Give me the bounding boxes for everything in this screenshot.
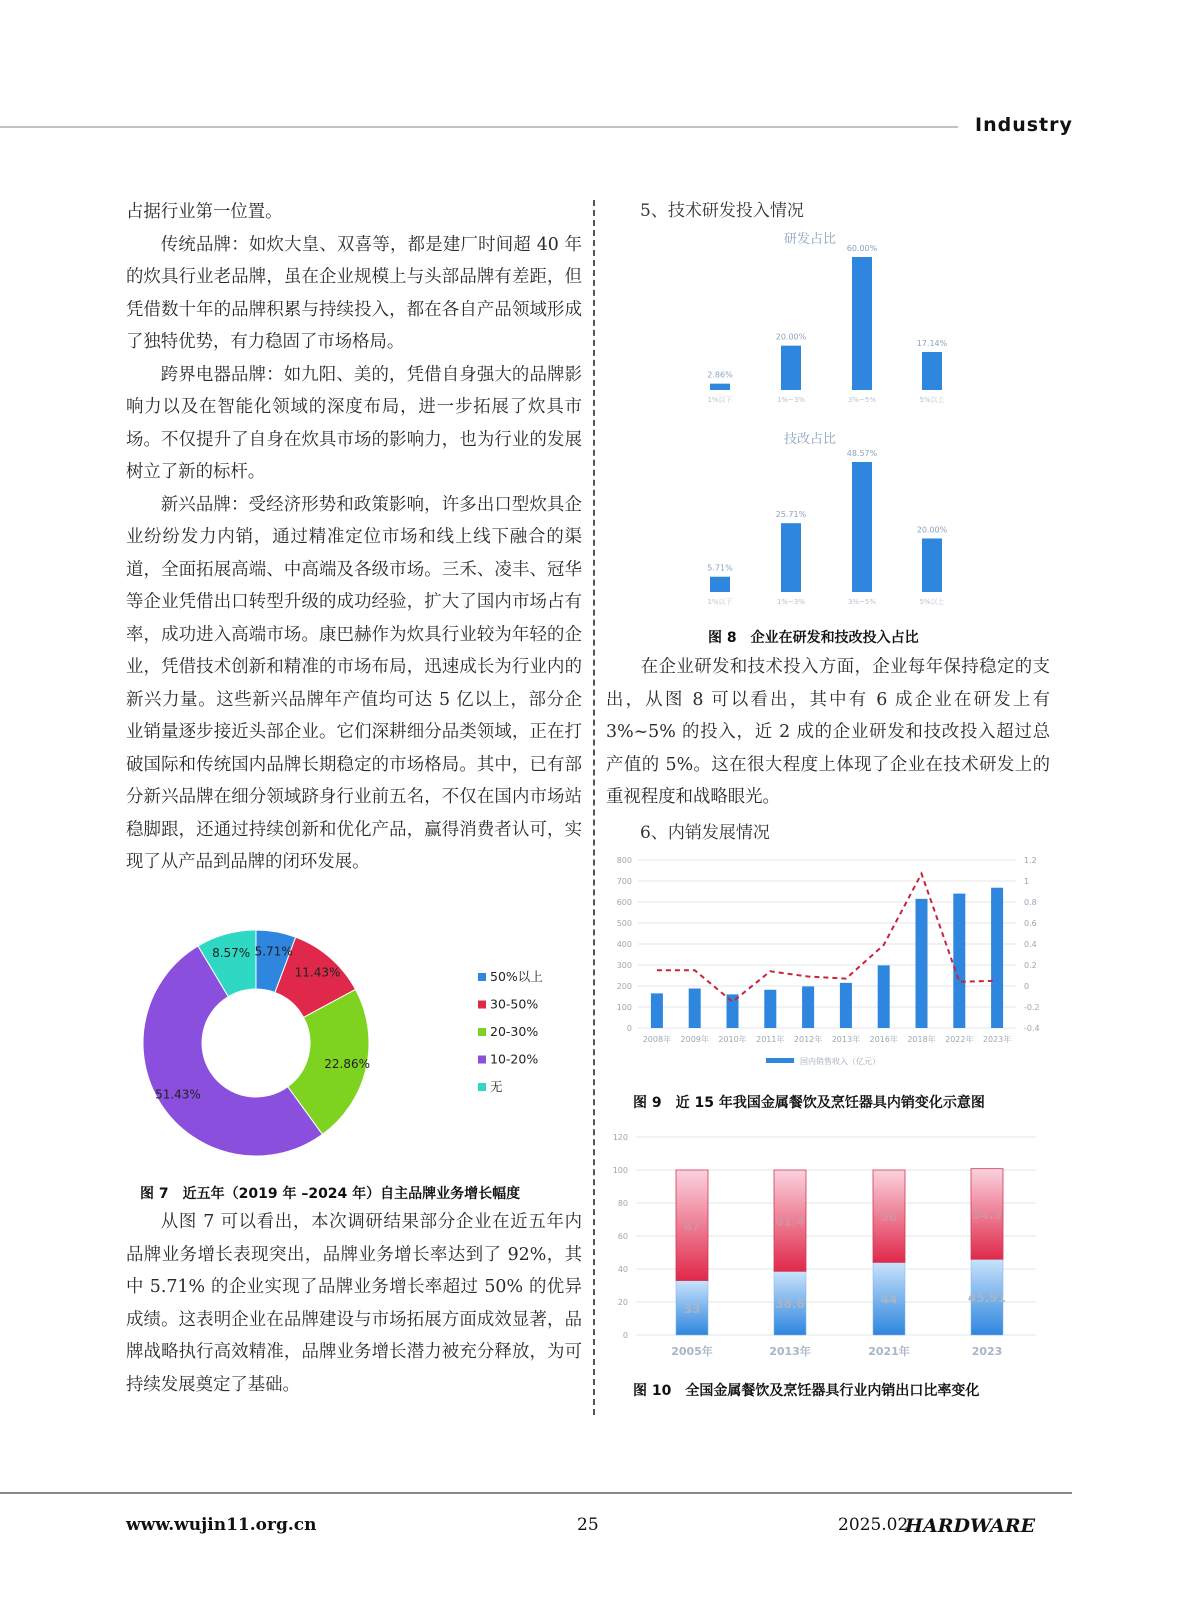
fig7-caption: 图 7 近五年（2019 年 –2024 年）自主品牌业务增长幅度	[140, 1186, 521, 1202]
x-tick-label: 2023	[971, 1345, 1003, 1358]
x-tick-label: 2005年	[671, 1345, 713, 1358]
bar-value-label: 67	[683, 1219, 701, 1234]
bar-value-label: 33	[683, 1301, 701, 1316]
bar	[802, 986, 814, 1028]
legend-swatch	[478, 1083, 486, 1091]
y-tick: 20	[617, 1298, 628, 1307]
bar-value-label: 60.00%	[846, 244, 878, 253]
fig8a-chart	[680, 225, 980, 410]
x-tick-label: 1%~3%	[776, 598, 806, 606]
fig9-caption: 图 9 近 15 年我国金属餐饮及烹饪器具内销变化示意图	[633, 1095, 985, 1111]
x-tick-label: 2021年	[868, 1345, 910, 1358]
section6-title: 6、内销发展情况	[640, 823, 770, 843]
legend-swatch	[478, 973, 486, 981]
fig7-discussion	[126, 1206, 582, 1401]
y-right-tick: 0.8	[1024, 898, 1037, 907]
y-right-tick: 0.6	[1024, 919, 1037, 928]
y-right-tick: -0.4	[1024, 1024, 1040, 1033]
y-tick: 100	[612, 1166, 628, 1175]
x-tick-label: 5%以上	[919, 598, 945, 606]
section5-title: 5、技术研发投入情况	[640, 201, 804, 221]
header-rule	[0, 126, 958, 128]
x-tick-label: 2010年	[718, 1035, 747, 1044]
paragraph-crossover: 跨界电器品牌：如九阳、美的，凭借自身强大的品牌影响力以及在智能化领域的深度布局，进一步拓展了炊具市场。不仅提升了自身在炊具市场的影响力，也为行业的发展树立了新的标杆。	[126, 364, 582, 482]
y-left-tick: 100	[616, 1003, 632, 1012]
x-tick-label: 2008年	[642, 1035, 672, 1044]
bar-value-label: 61.4	[775, 1214, 805, 1229]
y-right-tick: 0.2	[1024, 961, 1037, 970]
bar-value-label: 2.86%	[707, 370, 733, 380]
bar	[953, 894, 965, 1028]
bar-value-label: 56	[880, 1210, 898, 1225]
x-tick-label: 2013年	[831, 1035, 861, 1044]
bar	[916, 899, 928, 1028]
fig10-chart	[606, 1127, 1050, 1367]
y-tick: 60	[617, 1232, 628, 1241]
bar-value-label: 25.71%	[775, 510, 807, 520]
y-right-tick: -0.2	[1024, 1003, 1040, 1012]
legend-label: 20-30%	[490, 1024, 539, 1039]
y-left-tick: 0	[626, 1024, 632, 1033]
fig9-chart	[606, 848, 1050, 1083]
y-left-tick: 300	[616, 961, 632, 970]
legend-swatch	[766, 1058, 794, 1063]
x-tick-label: 2016年	[869, 1035, 898, 1044]
legend-label: 50%以上	[490, 969, 543, 984]
bar	[651, 993, 663, 1028]
y-tick: 120	[612, 1133, 628, 1142]
y-left-tick: 500	[616, 919, 632, 928]
x-tick-label: 2012年	[793, 1035, 823, 1044]
y-tick: 0	[622, 1331, 628, 1340]
bar	[764, 990, 776, 1028]
bar	[991, 888, 1003, 1028]
footer-page-number: 25	[577, 1515, 599, 1535]
bar	[922, 538, 942, 592]
x-tick-label: 2009年	[680, 1035, 709, 1044]
fig8-discussion	[606, 651, 1050, 814]
bar-value-label: 44	[880, 1292, 898, 1307]
paragraph-emerging: 新兴品牌：受经济形势和政策影响，许多出口型炊具企业纷纷发力内销，通过精准定位市场和线上线下融合的渠道，全面拓展高端、中高端及各级市场。三禾、凌丰、冠华等企业凭借出口转型升级的成功经验，扩大了国内市场占有率，成功进入高端市场。康巴赫作为炊具行业较为年轻的企业，凭借技术创新和精准的市场布局，迅速成长为行业内的新兴力量。这些新兴品牌年产值均可达 5 亿以上，部分企业销量逐步接近头部企业。它们深耕细分品类领域，正在打破国际和传统国内品牌长期稳定的市场格局。其中，已有部分新兴品牌在细分领域跻身行业前五名，不仅在国内市场站稳脚跟，还通过持续创新和优化产品，赢得消费者认可，实现了从产品到品牌的闭环发展。	[126, 494, 582, 872]
y-right-tick: 0	[1024, 982, 1030, 991]
legend-label: 国内销售收入（亿元）	[800, 1057, 880, 1066]
legend-label: 无	[490, 1079, 503, 1094]
chart-title: 技改占比	[783, 432, 837, 447]
bar-value-label: 5.71%	[707, 563, 733, 573]
y-left-tick: 700	[616, 877, 632, 886]
donut-data-label: 22.86%	[324, 1056, 371, 1071]
fig8-caption: 图 8 企业在研发和技改投入占比	[708, 630, 919, 646]
x-tick-label: 2023年	[982, 1035, 1012, 1044]
y-right-tick: 1.2	[1024, 856, 1037, 865]
bar-value-label: 17.14%	[916, 339, 948, 349]
paragraph-traditional: 传统品牌：如炊大皇、双喜等，都是建厂时间超 40 年的炊具行业老品牌，虽在企业规模上与头部品牌有差距，但凭借数十年的品牌积累与持续投入，都在各自产品领域形成了独特优势，有力稳固了市场格局。	[126, 234, 582, 352]
section-name: Industry	[975, 114, 1073, 136]
y-right-tick: 0.4	[1024, 940, 1037, 949]
donut-data-label: 8.57%	[212, 945, 251, 960]
bar-value-label: 45.91	[968, 1291, 1006, 1306]
paragraph-fig8: 在企业研发和技术投入方面，企业每年保持稳定的支出，从图 8 可以看出，其中有 6 成企业在研发上有 3%~5% 的投入，近 2 成的企业研发和技改投入超过总产值的 5%。这在很大程度上体现了企业在技术研发上的重视程度和战略眼光。	[606, 657, 1050, 807]
paragraph-fig7: 从图 7 可以看出，本次调研结果部分企业在近五年内品牌业务增长表现突出，品牌业务增长率达到了 92%，其中 5.71% 的企业实现了品牌业务增长率超过 50% 的优异成绩。这表明企业在品牌建设与市场拓展方面成效显著，品牌战略执行高效精准，品牌业务增长潜力被充分释放，为可持续发展奠定了基础。	[126, 1212, 582, 1395]
donut-data-label: 11.43%	[294, 965, 341, 980]
y-left-tick: 600	[616, 898, 632, 907]
paragraph-intro: 占据行业第一位置。	[126, 202, 283, 222]
x-tick-label: 5%以上	[919, 396, 945, 404]
donut-data-label: 51.43%	[155, 1087, 201, 1102]
footer-magazine: HARDWARE	[905, 1515, 1036, 1537]
bar	[781, 523, 801, 592]
legend-label: 10-20%	[490, 1051, 539, 1067]
column-divider	[593, 200, 595, 1415]
bar	[781, 346, 801, 390]
bar-value-label: 54.9	[972, 1207, 1002, 1222]
x-tick-label: 1%以下	[707, 598, 733, 606]
y-left-tick: 400	[616, 940, 632, 949]
bar-value-label: 48.57%	[846, 449, 878, 458]
y-left-tick: 800	[616, 856, 632, 865]
x-tick-label: 3%~5%	[847, 396, 877, 404]
x-tick-label: 1%~3%	[776, 396, 806, 404]
bar	[710, 384, 730, 390]
legend-swatch	[478, 1028, 486, 1036]
bar-value-label: 38.6	[775, 1297, 805, 1312]
bar	[689, 989, 701, 1028]
bar	[710, 577, 730, 592]
y-right-tick: 1	[1024, 877, 1030, 886]
left-column	[126, 196, 582, 879]
footer-issue: 2025.02	[838, 1515, 909, 1535]
footer-website: www.wujin11.org.cn	[126, 1515, 317, 1535]
legend-label: 30-50%	[490, 996, 539, 1012]
bar	[840, 983, 852, 1028]
legend-swatch	[478, 1056, 486, 1064]
x-tick-label: 2011年	[756, 1035, 785, 1044]
y-tick: 40	[617, 1265, 628, 1274]
footer-rule	[0, 1492, 1072, 1494]
x-tick-label: 2022年	[945, 1035, 974, 1044]
x-tick-label: 2013年	[769, 1345, 811, 1358]
bar	[878, 965, 890, 1028]
chart-title: 研发占比	[783, 232, 837, 247]
y-left-tick: 200	[616, 982, 632, 991]
bar	[922, 352, 942, 390]
x-tick-label: 2018年	[907, 1035, 936, 1044]
legend-swatch	[478, 1001, 486, 1009]
y-tick: 80	[617, 1199, 628, 1208]
x-tick-label: 1%以下	[707, 396, 733, 404]
donut-data-label: 5.71%	[254, 944, 293, 959]
bar	[852, 462, 872, 592]
fig8b-chart	[680, 425, 980, 615]
bar	[852, 257, 872, 390]
growth-line	[657, 874, 997, 1002]
x-tick-label: 3%~5%	[847, 598, 877, 606]
bar-value-label: 20.00%	[775, 332, 807, 342]
fig10-caption: 图 10 全国金属餐饮及烹饪器具行业内销出口比率变化	[633, 1383, 980, 1399]
fig7-donut-chart	[126, 915, 582, 1180]
bar-value-label: 20.00%	[916, 525, 948, 535]
